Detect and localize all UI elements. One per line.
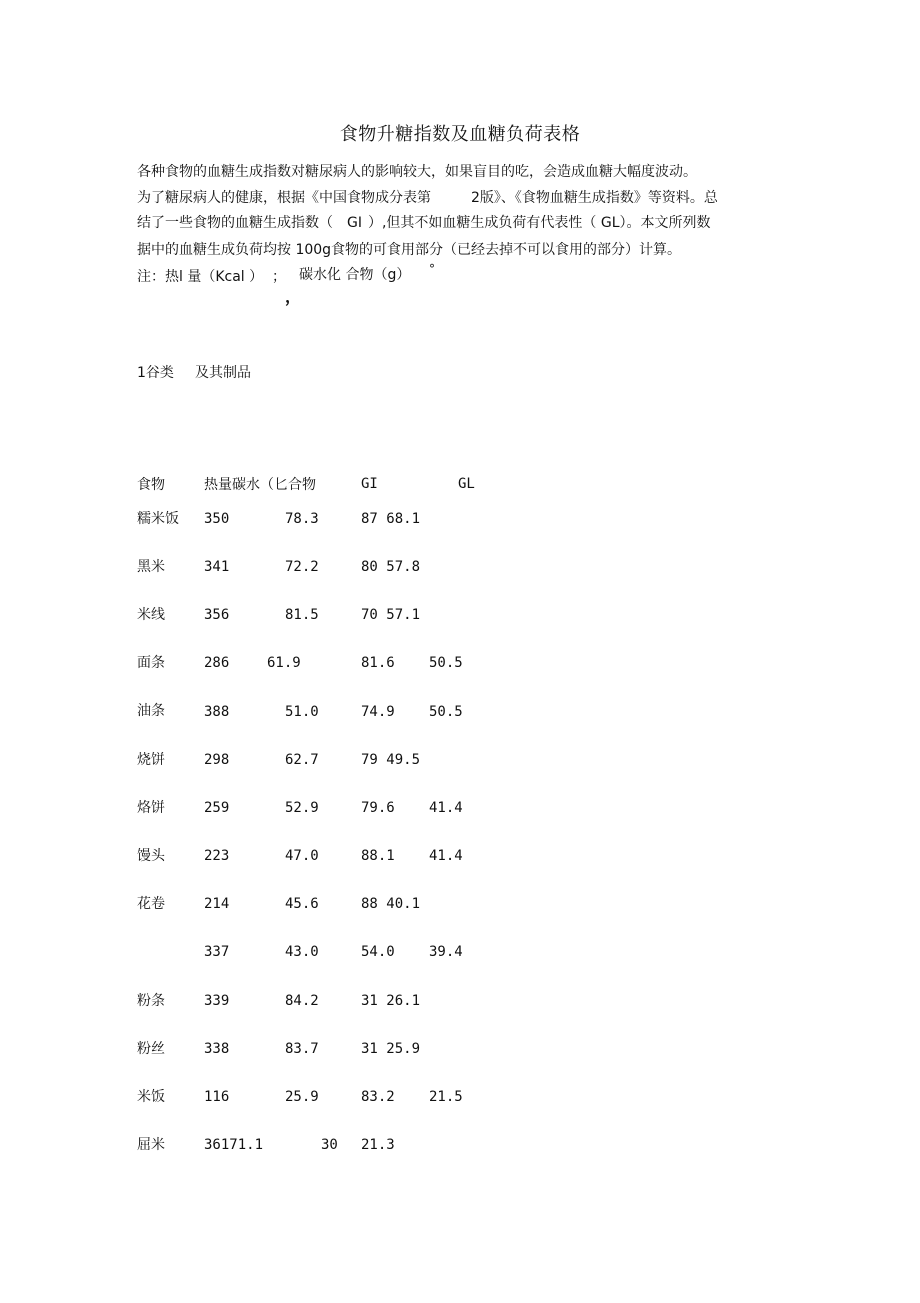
cell-gl: 41.4 — [429, 800, 463, 816]
intro-line-3-part-c: ）,但其不如血糖生成负荷有代表性（ GL）。本文所列数 — [367, 215, 711, 231]
intro-line-2-part-b: 2版》、《食物血糖生成指数》等资料。总 — [471, 190, 718, 206]
cell-food: 粉条 — [137, 993, 165, 1009]
units-note-carb: 碳水化 合物（g） — [299, 267, 411, 283]
cell-food: 米线 — [137, 607, 165, 623]
cell-food: 花卷 — [137, 896, 165, 912]
cell-gi: 79 49.5 — [361, 752, 421, 768]
intro-line-2 — [137, 187, 718, 207]
cell-carb: 78.3 — [285, 511, 319, 527]
section-number: 1谷类 — [137, 365, 174, 381]
header-food: 食物 — [137, 477, 165, 493]
cell-food: 油条 — [137, 703, 165, 719]
intro-line-3-gi: GI — [347, 215, 362, 231]
cell-gi: 83.2 — [361, 1089, 395, 1105]
cell-carb: 62.7 — [285, 752, 319, 768]
cell-carb: 47.0 — [285, 848, 319, 864]
cell-carb: 84.2 — [285, 993, 319, 1009]
cell-food: 屈米 — [137, 1137, 165, 1153]
cell-gi: 21.3 — [361, 1137, 395, 1153]
section-name: 及其制品 — [195, 365, 251, 381]
cell-gl: 41.4 — [429, 848, 463, 864]
intro-line-1: 各种食物的血糖生成指数对糖尿病人的影响较大，如果盲目的吃，会造成血糖大幅度波动。 — [137, 164, 697, 180]
cell-kcal: 337 — [204, 944, 230, 960]
cell-kcal: 341 — [204, 559, 230, 575]
units-note-separator: ； — [272, 269, 286, 285]
cell-carb: 81.5 — [285, 607, 319, 623]
cell-gi: 81.6 — [361, 655, 395, 671]
cell-gl: 50.5 — [429, 655, 463, 671]
cell-kcal: 286 — [204, 655, 230, 671]
cell-gi: 31 25.9 — [361, 1041, 421, 1057]
cell-carb: 30 — [321, 1137, 338, 1153]
cell-food: 面条 — [137, 655, 165, 671]
cell-food: 糯米饭 — [137, 511, 179, 527]
cell-food: 米饭 — [137, 1089, 165, 1105]
cell-carb: 52.9 — [285, 800, 319, 816]
section-heading — [137, 362, 251, 382]
cell-gi: 54.0 — [361, 944, 395, 960]
page-title: 食物升糖指数及血糖负荷表格 — [339, 124, 581, 145]
cell-food: 烧饼 — [137, 752, 165, 768]
cell-gi: 79.6 — [361, 800, 395, 816]
cell-food: 粉丝 — [137, 1041, 165, 1057]
intro-line-3 — [137, 212, 711, 232]
cell-gi: 88.1 — [361, 848, 395, 864]
cell-kcal: 116 — [204, 1089, 230, 1105]
cell-food: 黑米 — [137, 559, 165, 575]
header-calories-carbs: 热量碳水（匕合物 — [204, 477, 316, 493]
cell-kcal: 339 — [204, 993, 230, 1009]
cell-gl: 21.5 — [429, 1089, 463, 1105]
cell-carb: 72.2 — [285, 559, 319, 575]
cell-gi: 70 57.1 — [361, 607, 421, 623]
cell-kcal: 298 — [204, 752, 230, 768]
cell-carb: 25.9 — [285, 1089, 319, 1105]
cell-kcal: 214 — [204, 896, 230, 912]
cell-carb: 83.7 — [285, 1041, 319, 1057]
header-gl: GL — [458, 476, 475, 492]
cell-gl: 39.4 — [429, 944, 463, 960]
intro-line-4: 据中的血糖生成负荷均按 100g食物的可食用部分（已经去掉不可以食用的部分）计算。 — [137, 242, 682, 258]
cell-carb: 51.0 — [285, 704, 319, 720]
cell-kcal: 388 — [204, 704, 230, 720]
cell-food: 馒头 — [137, 848, 165, 864]
cell-gi: 74.9 — [361, 704, 395, 720]
cell-carb: 43.0 — [285, 944, 319, 960]
cell-carb: 61.9 — [267, 655, 301, 671]
cell-kcal: 223 — [204, 848, 230, 864]
stray-comma: ， — [285, 287, 302, 306]
cell-gi: 88 40.1 — [361, 896, 421, 912]
cell-carb: 45.6 — [285, 896, 319, 912]
intro-line-2-part-a: 为了糖尿病人的健康，根据《中国食物成分表第 — [137, 190, 431, 206]
cell-gi: 80 57.8 — [361, 559, 421, 575]
cell-gi: 87 68.1 — [361, 511, 421, 527]
units-note-kcal: 注：热l 量（Kcal ） — [137, 269, 264, 285]
cell-gi: 31 26.1 — [361, 993, 421, 1009]
header-gi: GI — [361, 476, 378, 492]
cell-kcal: 36171.1 — [204, 1137, 264, 1153]
intro-line-3-part-a: 结了一些食物的血糖生成指数（ — [137, 215, 333, 231]
cell-kcal: 356 — [204, 607, 230, 623]
cell-kcal: 338 — [204, 1041, 230, 1057]
cell-kcal: 350 — [204, 511, 230, 527]
cell-food: 烙饼 — [137, 800, 165, 816]
cell-gl: 50.5 — [429, 704, 463, 720]
units-note-degree: ° — [429, 262, 435, 276]
cell-kcal: 259 — [204, 800, 230, 816]
